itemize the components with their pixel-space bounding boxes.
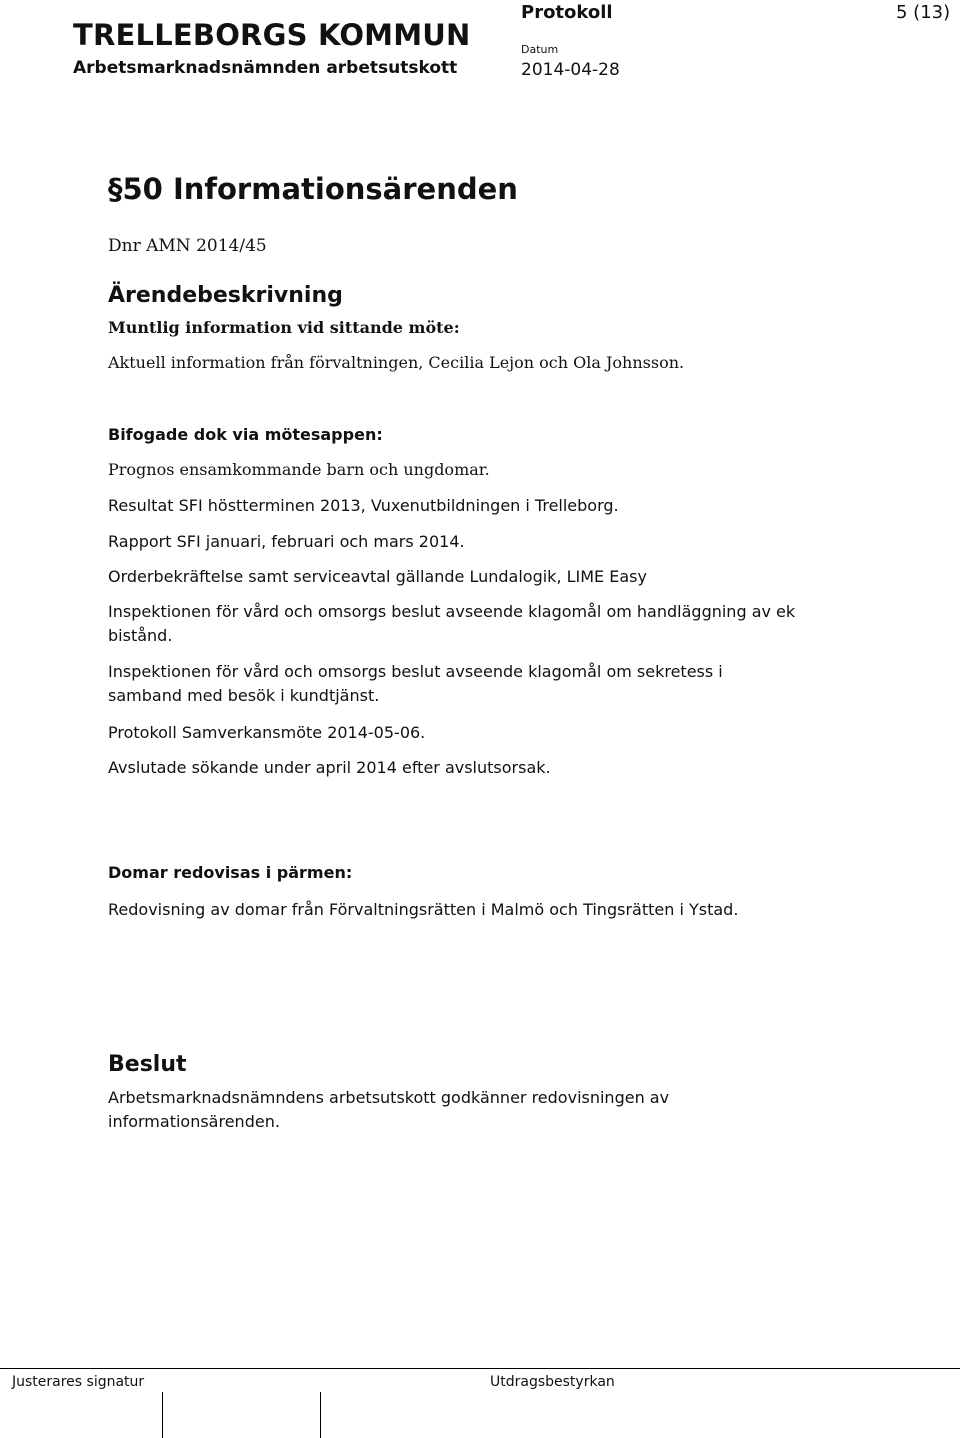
document-type: Protokoll xyxy=(521,2,613,23)
oral-info-text: Aktuell information från förvaltningen, Cecilia Lejon och Ola Johnsson. xyxy=(108,353,685,372)
committee-name: Arbetsmarknadsnämnden arbetsutskott xyxy=(73,58,458,78)
verdicts-text: Redovisning av domar från Förvaltningsrätten i Malmö och Tingsrätten i Ystad. xyxy=(108,900,739,919)
signature-label: Justerares signatur xyxy=(12,1374,145,1390)
document-date: 2014-04-28 xyxy=(521,60,620,80)
attached-item: Resultat SFI höstterminen 2013, Vuxenutbildningen i Trelleborg. xyxy=(108,496,619,515)
oral-info-heading: Muntlig information vid sittande möte: xyxy=(108,318,460,337)
verdicts-heading: Domar redovisas i pärmen: xyxy=(108,863,353,882)
attached-docs-heading: Bifogade dok via mötesappen: xyxy=(108,425,383,444)
attached-item: Prognos ensamkommande barn och ungdomar. xyxy=(108,460,490,479)
description-heading: Ärendebeskrivning xyxy=(108,283,343,308)
page-number: 5 (13) xyxy=(896,2,951,23)
case-number: Dnr AMN 2014/45 xyxy=(108,236,267,256)
attached-item: Avslutade sökande under april 2014 efter avslutsorsak. xyxy=(108,758,551,777)
footer-divider xyxy=(0,1368,960,1369)
decision-text: Arbetsmarknadsnämndens arbetsutskott godkänner redovisningen av informationsärenden. xyxy=(108,1088,670,1131)
attached-item: Rapport SFI januari, februari och mars 2014. xyxy=(108,532,465,551)
organization-name: TRELLEBORGS KOMMUN xyxy=(73,18,471,52)
extract-certification-label: Utdragsbestyrkan xyxy=(490,1374,615,1390)
attached-item: Inspektionen för vård och omsorgs beslut avseende klagomål om sekretess i samband med besök i kundtjänst. xyxy=(108,662,723,705)
section-title: §50 Informationsärenden xyxy=(108,172,518,206)
decision-heading: Beslut xyxy=(108,1052,187,1077)
attached-item: Inspektionen för vård och omsorgs beslut avseende klagomål om handläggning av ek bistånd. xyxy=(108,602,796,645)
signature-field-divider xyxy=(320,1392,321,1438)
signature-field-divider xyxy=(162,1392,163,1438)
date-label: Datum xyxy=(521,43,559,56)
attached-item: Orderbekräftelse samt serviceavtal gällande Lundalogik, LIME Easy xyxy=(108,567,647,586)
attached-item: Protokoll Samverkansmöte 2014-05-06. xyxy=(108,723,426,742)
